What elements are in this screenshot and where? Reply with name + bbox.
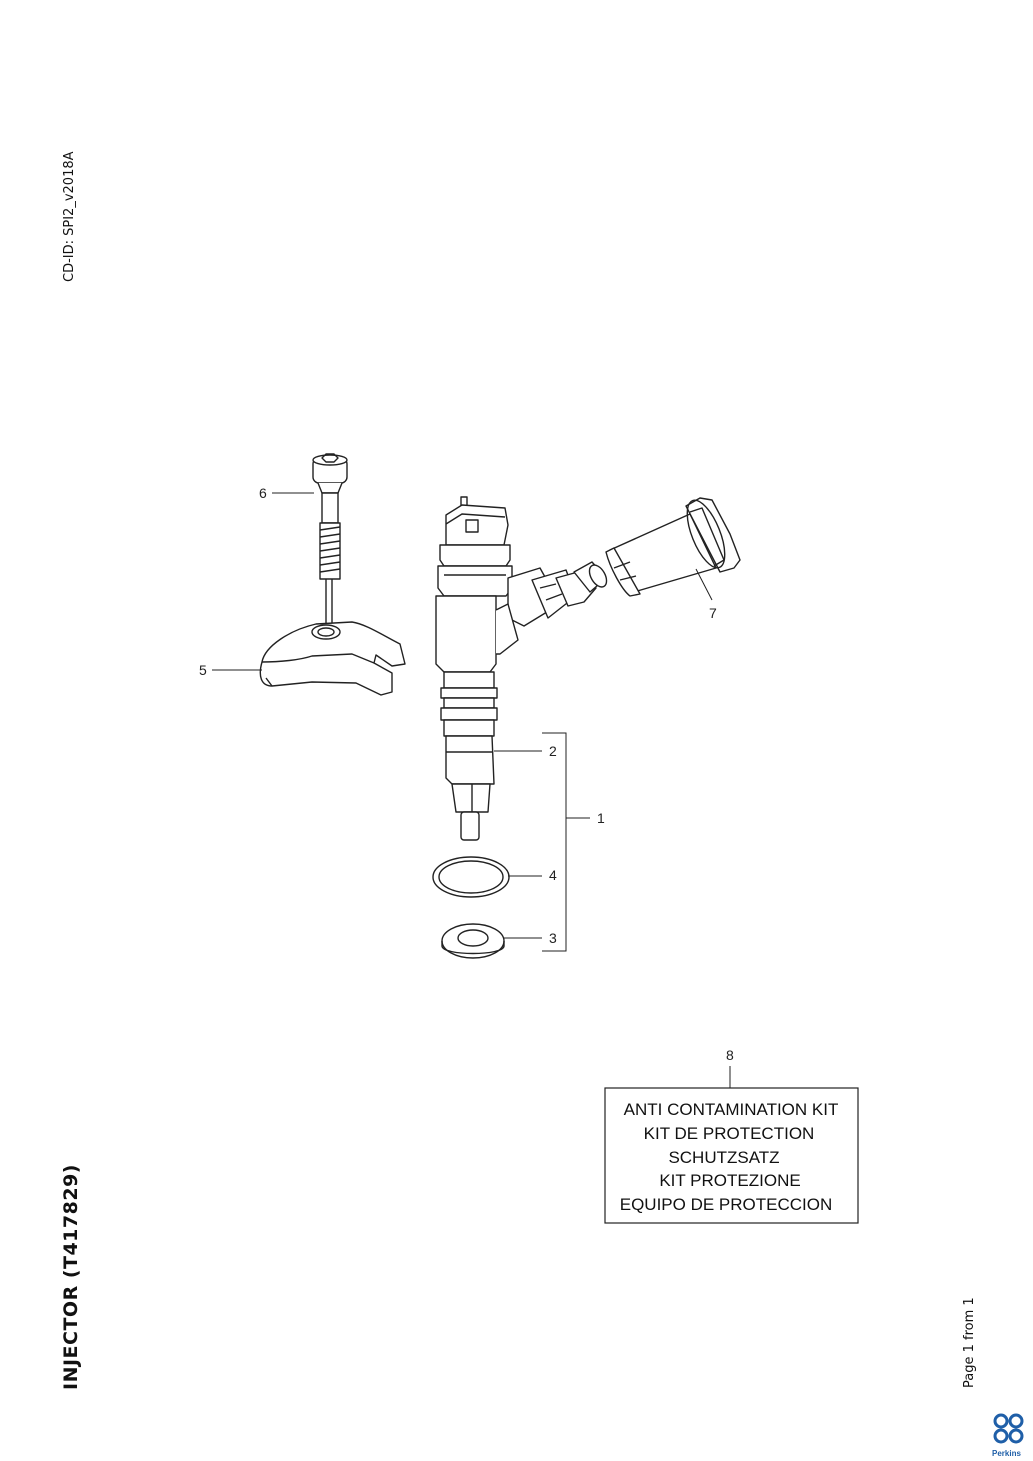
kit-line-de: SCHUTZSATZ	[668, 1148, 780, 1167]
callout-3: 3	[549, 930, 557, 946]
callout-8: 8	[726, 1047, 734, 1063]
callout-4: 4	[549, 867, 557, 883]
bolt-part-6	[313, 454, 347, 626]
kit-line-fr: KIT DE PROTECTION	[643, 1124, 815, 1143]
injector-part-2	[436, 497, 610, 840]
callout-7: 7	[709, 605, 717, 621]
kit-line-en: ANTI CONTAMINATION KIT	[623, 1100, 839, 1119]
brand-name: Perkins	[992, 1449, 1021, 1458]
callout-1: 1	[597, 810, 605, 826]
callout-5: 5	[199, 662, 207, 678]
washer-part-3	[442, 924, 504, 958]
kit-box-part-8	[605, 1088, 858, 1223]
callout-2: 2	[549, 743, 557, 759]
cd-id-label: CD-ID: SPI2_v2018A	[62, 151, 77, 282]
washer-part-4	[433, 857, 509, 897]
clamp-part-5	[260, 622, 405, 695]
kit-line-es: EQUIPO DE PROTECCION	[619, 1195, 833, 1214]
page-number: Page 1 from 1	[962, 1297, 977, 1388]
cap-part-7	[606, 495, 740, 596]
page-title: INJECTOR (T417829)	[60, 1164, 82, 1390]
kit-line-it: KIT PROTEZIONE	[659, 1171, 801, 1190]
perkins-logo	[992, 1415, 1022, 1458]
callout-6: 6	[259, 485, 267, 501]
